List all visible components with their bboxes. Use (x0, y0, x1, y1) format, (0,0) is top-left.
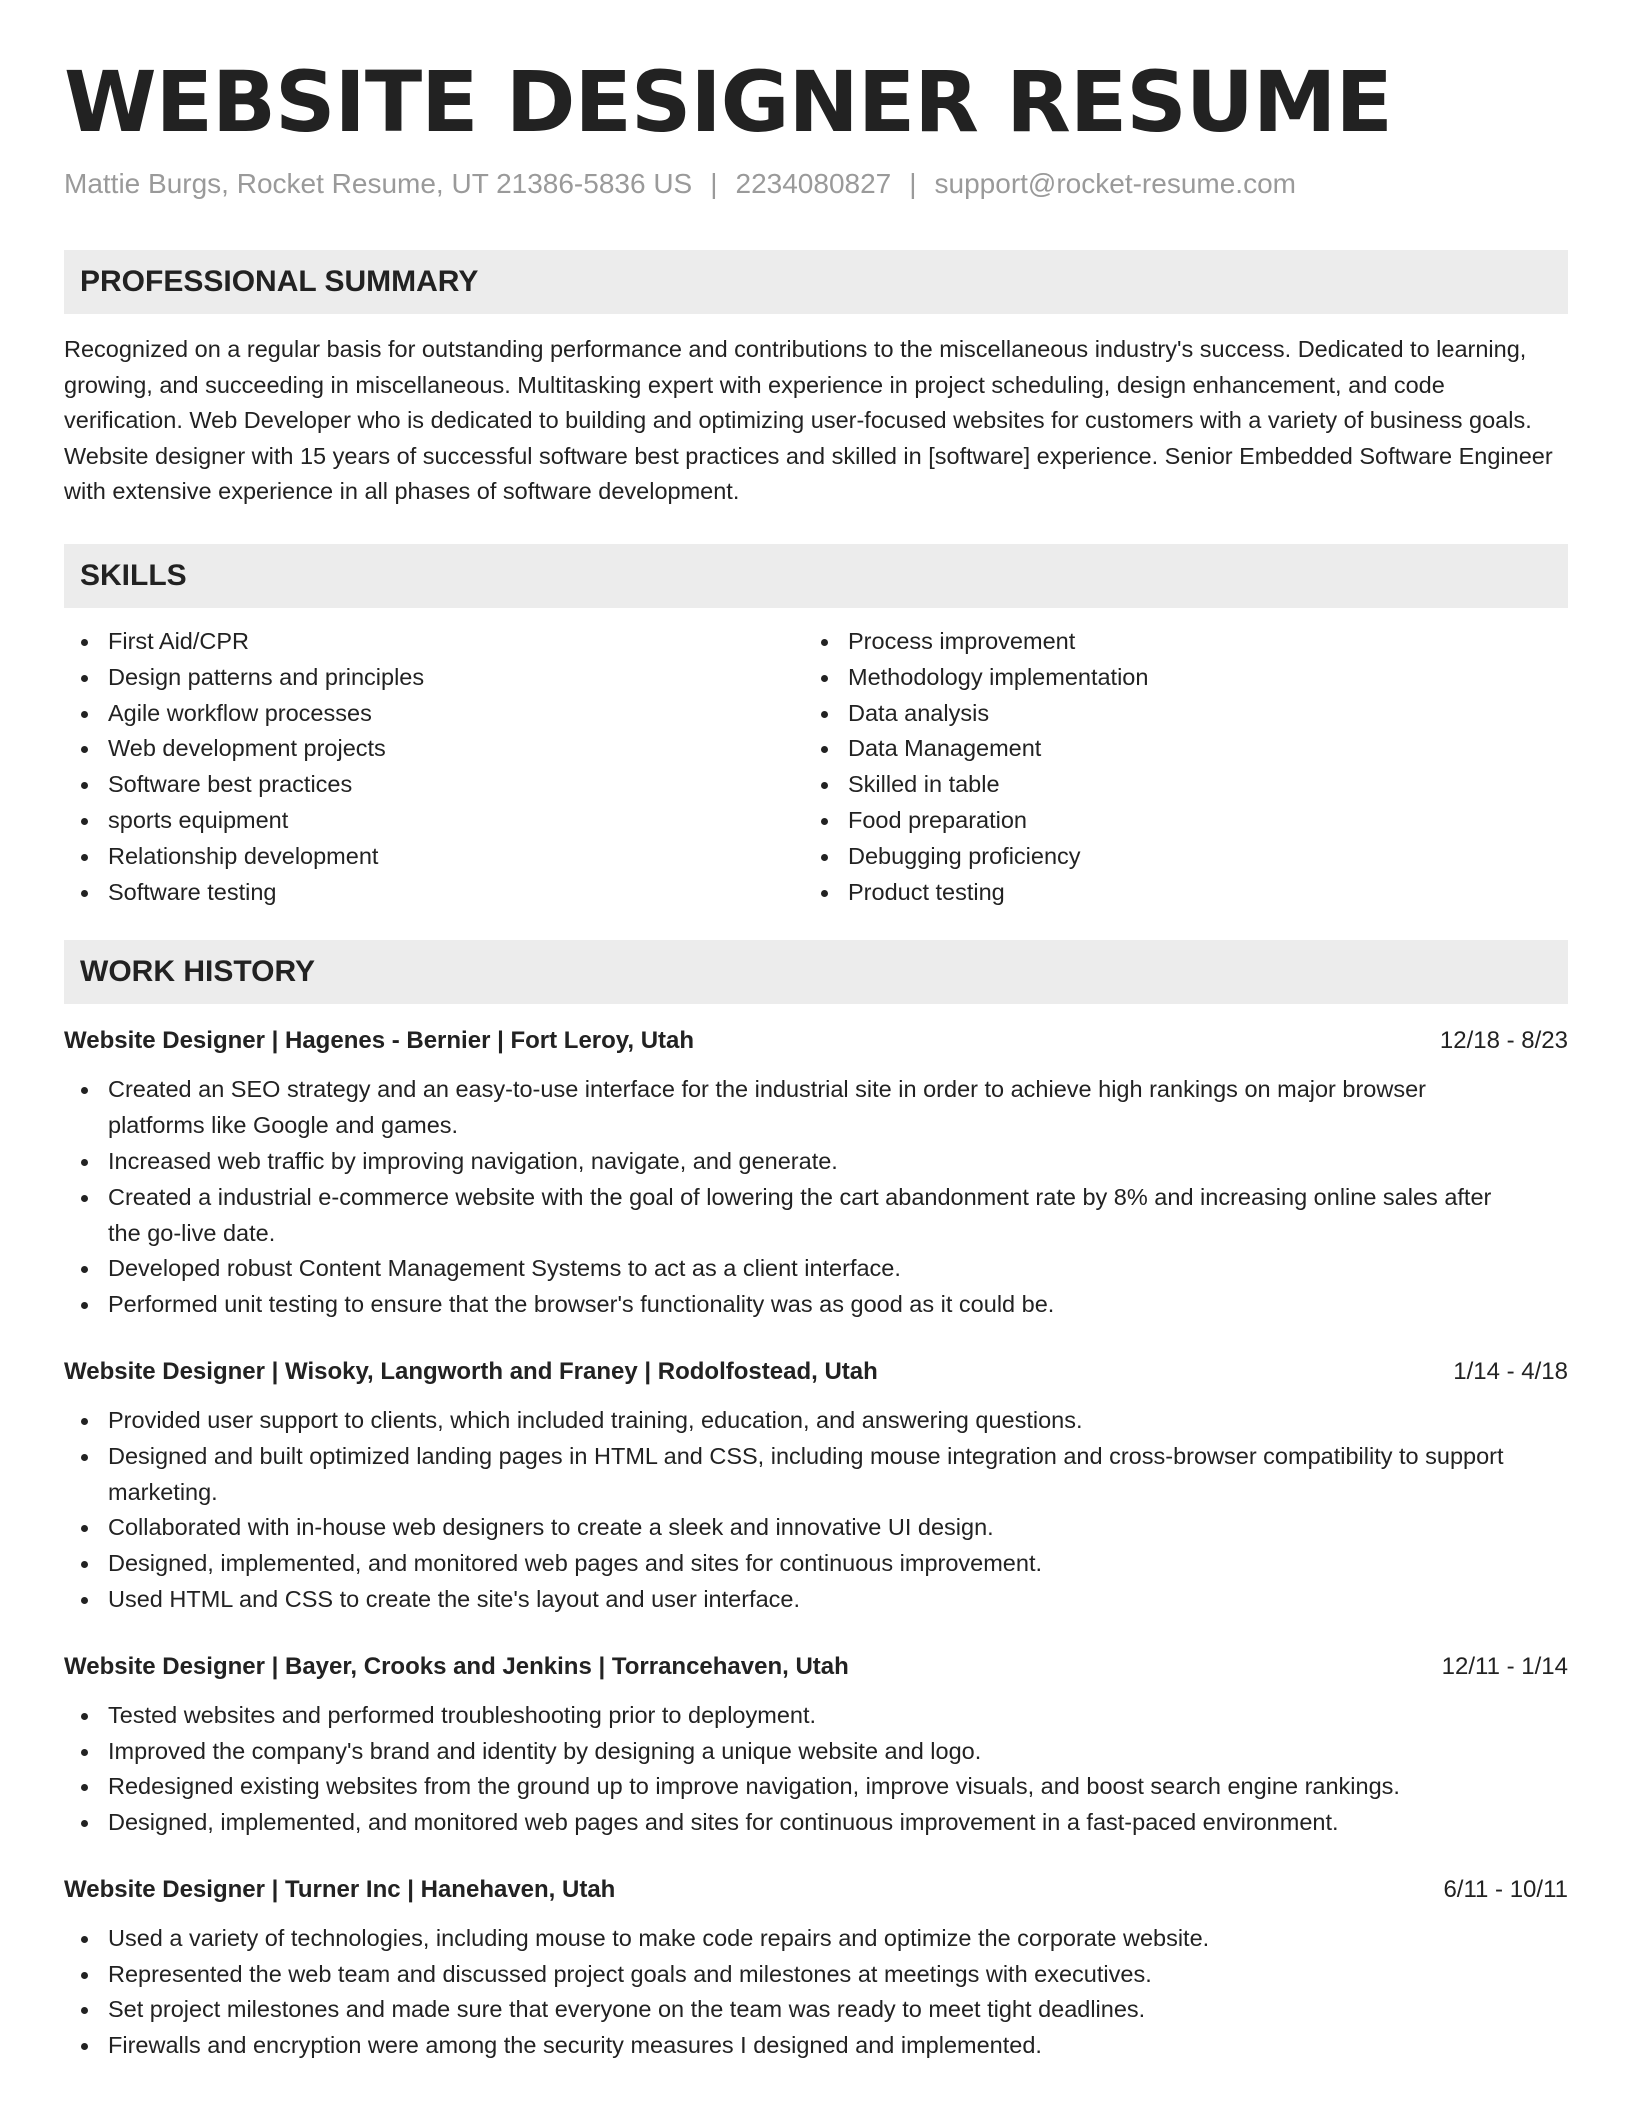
job-bullet: Used a variety of technologies, including mouse to make code repairs and optimize the corporate website. (64, 1921, 1568, 1957)
job-dates: 1/14 - 4/18 (1453, 1357, 1568, 1385)
job-dates: 12/11 - 1/14 (1441, 1652, 1568, 1680)
job-bullet: Increased web traffic by improving navigation, navigate, and generate. (64, 1144, 1568, 1180)
job-bullets (64, 1698, 1568, 1841)
job-bullet: Collaborated with in-house web designers to create a sleek and innovative UI design. (64, 1510, 1568, 1546)
job-bullet: Designed, implemented, and monitored web pages and sites for continuous improvement in a fast-paced environment. (64, 1805, 1568, 1841)
job-bullet: Improved the company's brand and identity by designing a unique website and logo. (64, 1734, 1568, 1770)
job-entry (64, 1024, 1568, 1323)
skill-item: sports equipment (64, 803, 804, 839)
job-title: Website Designer | Wisoky, Langworth and Franey | Rodolfostead, Utah (64, 1357, 878, 1385)
job-bullet: Redesigned existing websites from the ground up to improve navigation, improve visuals, and boost search engine rankings. (64, 1769, 1568, 1805)
job-dates: 12/18 - 8/23 (1439, 1027, 1568, 1055)
skill-item: Web development projects (64, 731, 804, 767)
skill-item: Software testing (64, 875, 804, 911)
job-header (64, 1650, 1568, 1684)
skill-item: Data Management (804, 731, 1544, 767)
job-entry (64, 1873, 1568, 2064)
skill-item: First Aid/CPR (64, 624, 804, 660)
job-title: Website Designer | Bayer, Crooks and Jenkins | Torrancehaven, Utah (64, 1652, 849, 1680)
contact-line (64, 166, 1568, 202)
resume-title: WEBSITE DESIGNER RESUME (64, 53, 1392, 151)
skill-item: Product testing (804, 875, 1544, 911)
skill-item: Software best practices (64, 767, 804, 803)
job-entry (64, 1650, 1568, 1841)
job-bullets (64, 1072, 1568, 1323)
job-bullet: Designed, implemented, and monitored web pages and sites for continuous improvement. (64, 1546, 1568, 1582)
summary-heading: PROFESSIONAL SUMMARY (64, 250, 1568, 314)
skill-item: Debugging proficiency (804, 839, 1544, 875)
job-title: Website Designer | Hagenes - Bernier | Fort Leroy, Utah (64, 1027, 695, 1055)
job-bullet: Created a industrial e-commerce website with the goal of lowering the cart abandonment rate by 8% and increasing online sales after the go-live date. (64, 1180, 1568, 1252)
skill-item: Agile workflow processes (64, 696, 804, 732)
job-bullet: Firewalls and encryption were among the security measures I designed and implemented. (64, 2028, 1568, 2064)
job-bullets (64, 1403, 1568, 1618)
job-header (64, 1355, 1568, 1389)
job-bullet: Created an SEO strategy and an easy-to-use interface for the industrial site in order to achieve high rankings on major browser platforms like Google and games. (64, 1072, 1568, 1144)
job-header (64, 1873, 1568, 1907)
job-title: Website Designer | Turner Inc | Hanehaven, Utah (64, 1875, 616, 1903)
skill-item: Relationship development (64, 839, 804, 875)
skill-item: Design patterns and principles (64, 660, 804, 696)
work-history-heading: WORK HISTORY (64, 940, 1568, 1004)
contact-address: Mattie Burgs, Rocket Resume, UT 21386-5836 US (64, 168, 693, 199)
summary-text: Recognized on a regular basis for outstanding performance and contributions to the miscellaneous industry's success. Dedicated to learning, growing, and succeeding in miscellaneous. Multitasking expert with experience in project scheduling, design enhancement, and code verification. Web Developer who is dedicated to building and optimizing user-focused websites for customers with a variety of business goals. Website designer with 15 years of successful software best practices and skilled in [software] experience. Senior Embedded Software Engineer with extensive experience in all phases of software development. (64, 336, 1553, 505)
skill-item: Methodology implementation (804, 660, 1544, 696)
job-bullet: Performed unit testing to ensure that the browser's functionality was as good as it could be. (64, 1287, 1568, 1323)
contact-separator: | (710, 168, 718, 199)
job-dates: 6/11 - 10/11 (1443, 1875, 1568, 1903)
job-bullet: Tested websites and performed troubleshooting prior to deployment. (64, 1698, 1568, 1734)
skill-item: Food preparation (804, 803, 1544, 839)
skills-list (64, 624, 1568, 910)
skill-item: Data analysis (804, 696, 1544, 732)
contact-separator: | (909, 168, 917, 199)
job-bullet: Developed robust Content Management Systems to act as a client interface. (64, 1251, 1568, 1287)
job-header (64, 1024, 1568, 1058)
job-bullet: Used HTML and CSS to create the site's layout and user interface. (64, 1582, 1568, 1618)
skills-heading: SKILLS (64, 544, 1568, 608)
job-bullets (64, 1921, 1568, 2064)
contact-phone: 2234080827 (735, 168, 892, 199)
job-bullet: Set project milestones and made sure that everyone on the team was ready to meet tight deadlines. (64, 1992, 1568, 2028)
skill-item: Skilled in table (804, 767, 1544, 803)
job-bullet: Designed and built optimized landing pages in HTML and CSS, including mouse integration and cross-browser compatibility to support marketing. (64, 1439, 1568, 1511)
skills-column-right (804, 624, 1544, 910)
skill-item: Process improvement (804, 624, 1544, 660)
job-bullet: Provided user support to clients, which included training, education, and answering questions. (64, 1403, 1568, 1439)
job-entry (64, 1355, 1568, 1618)
skills-column-left (64, 624, 804, 910)
job-bullet: Represented the web team and discussed project goals and milestones at meetings with executives. (64, 1957, 1568, 1993)
contact-email: support@rocket-resume.com (934, 168, 1296, 199)
